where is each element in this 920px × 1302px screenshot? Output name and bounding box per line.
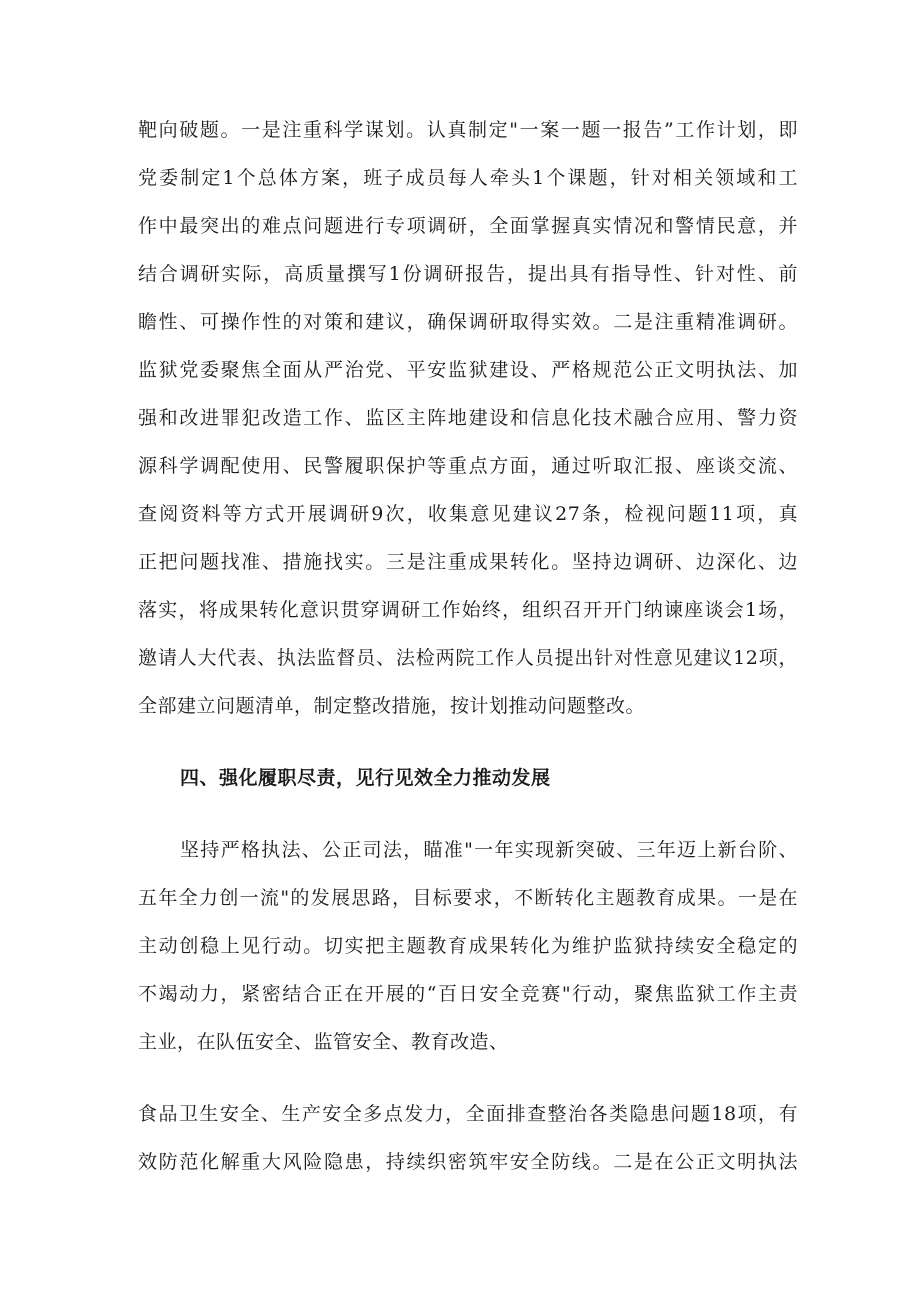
text-line: 全部建立问题清单，制定整改措施，按计划推动问题整改。 (138, 695, 646, 717)
text-line: 瞻性、可操作性的对策和建议，确保调研取得实效。二是注重精准调研。 (138, 311, 798, 333)
text-line: 源科学调配使用、民警履职保护等重点方面，通过听取汇报、座谈交流、 (138, 455, 798, 477)
text-line: 五年全力创一流"的发展思路，目标要求，不断转化主题教育成果。一是在 (138, 887, 798, 909)
text-line: 食品卫生安全、生产安全多点发力，全面排查整治各类隐患问题18项，有 (138, 1103, 798, 1125)
text-line: 邀请人大代表、执法监督员、法检两院工作人员提出针对性意见建议12项， (138, 647, 798, 669)
text-line: 坚持严格执法、公正司法，瞄准"一年实现新突破、三年迈上新台阶、 (180, 839, 798, 861)
text-line: 主业，在队伍安全、监管安全、教育改造、 (138, 1031, 509, 1053)
text-line: 正把问题找准、措施找实。三是注重成果转化。坚持边调研、边深化、边 (138, 551, 798, 573)
text-line: 党委制定1个总体方案，班子成员每人牵头1个课题，针对相关领域和工 (138, 167, 798, 189)
section-heading: 四、强化履职尽责，见行见效全力推动发展 (180, 767, 551, 789)
text-line: 效防范化解重大风险隐患，持续织密筑牢安全防线。二是在公正文明执法 (138, 1151, 798, 1173)
text-line: 监狱党委聚焦全面从严治党、平安监狱建设、严格规范公正文明执法、加 (138, 359, 798, 381)
text-line: 强和改进罪犯改造工作、监区主阵地建设和信息化技术融合应用、警力资 (138, 407, 798, 429)
text-line: 结合调研实际，高质量撰写1份调研报告，提出具有指导性、针对性、前 (138, 263, 798, 285)
text-line: 靶向破题。一是注重科学谋划。认真制定"一案一题一报告”工作计划，即 (138, 119, 798, 141)
text-line: 作中最突出的难点问题进行专项调研，全面掌握真实情况和警情民意，并 (138, 215, 798, 237)
text-line: 落实，将成果转化意识贯穿调研工作始终，组织召开开门纳谏座谈会1场， (138, 599, 798, 621)
text-line: 主动创稳上见行动。切实把主题教育成果转化为维护监狱持续安全稳定的 (138, 935, 798, 957)
text-line: 查阅资料等方式开展调研9次，收集意见建议27条，检视问题11项，真 (138, 503, 798, 525)
text-line: 不竭动力，紧密结合正在开展的“百日安全竞赛"行动，聚焦监狱工作主责 (138, 983, 798, 1005)
